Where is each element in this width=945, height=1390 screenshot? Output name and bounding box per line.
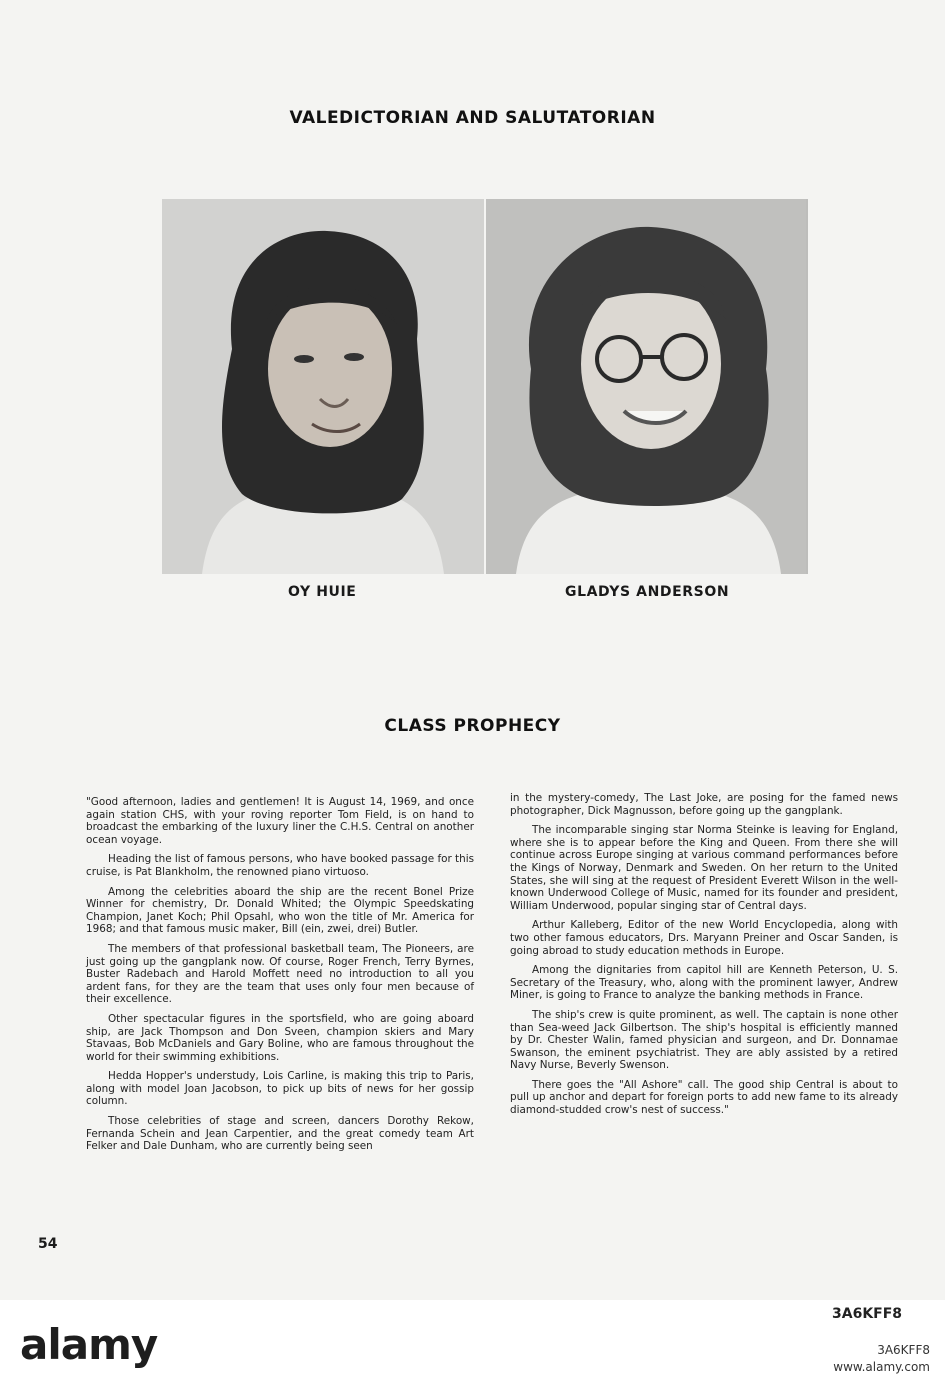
article-paragraph: The members of that professional basketball team, The Pioneers, are just going up the gangplank now. Of course, Roger French, Terry Byrnes, Buster Radebach and Harold Moffett need no introduction to all you ardent fans, for they are the team that uses only four men because of their excellence. (86, 942, 474, 1006)
article-paragraph: Other spectacular figures in the sportsfield, who are going aboard ship, are Jack Thompson and Don Sveen, champion skiers and Mary Stavaas, Bob McDaniels and Gary Boline, who are famous throughout the world for their swimming exhibitions. (86, 1012, 474, 1063)
portrait-photo-left (162, 199, 484, 574)
portrait-photo-right (486, 199, 808, 574)
article-paragraph: in the mystery-comedy, The Last Joke, are posing for the famed news photographer, Dick Magnusson, before going up the gangplank. (510, 792, 898, 817)
alamy-logo: alamy (20, 1320, 158, 1369)
portrait-caption-right: GLADYS ANDERSON (565, 584, 730, 600)
article-paragraph: Heading the list of famous persons, who have booked passage for this cruise, is Pat Blankholm, the renowned piano virtuoso. (86, 853, 475, 878)
article-column-right (510, 792, 898, 1124)
valedictorian-heading: VALEDICTORIAN AND SALUTATORIAN (289, 108, 656, 128)
article-paragraph: Among the celebrities aboard the ship are the recent Bonel Prize Winner for chemistry, Dr. Donald Whited; the Olympic Speedskating Champion, Janet Koch; Phil Opsahl, who won the title of Mr. America for 1968; and that famous music maker, Bill (ein, zwei, drei) Butler. (86, 885, 474, 936)
article-column-left (86, 796, 474, 1160)
portrait-caption-left: OY HUIE (288, 584, 357, 600)
page-number: 54 (38, 1236, 58, 1252)
watermark-meta (735, 1342, 930, 1376)
watermark-url: www.alamy.com (833, 1360, 930, 1374)
article-paragraph: There goes the "All Ashore" call. The good ship Central is about to pull up anchor and depart for foreign ports to add new fame to its already diamond-studded crow's nest of success." (510, 1078, 898, 1117)
image-id-text: 3A6KFF8 (877, 1343, 930, 1357)
article-paragraph: The incomparable singing star Norma Steinke is leaving for England, where she is to appear before the King and Queen. From there she will continue across Europe singing at various command performances before the Kings of Norway, Denmark and Sweden. On her return to the United States, she will sing at the request of President Everett Wilson in the well-known Underwood College of Music, named for its founder and president, William Underwood, popular singing star of Central days. (510, 824, 898, 912)
article-paragraph: "Good afternoon, ladies and gentlemen! It is August 14, 1969, and once again station CHS, with your roving reporter Tom Field, is on hand to broadcast the embarking of the luxury liner the C.H.S. Central on another ocean voyage. (86, 796, 474, 846)
portrait-right-illustration (486, 199, 806, 574)
image-id-label: 3A6KFF8 (832, 1306, 903, 1322)
article-paragraph: Among the dignitaries from capitol hill are Kenneth Peterson, U. S. Secretary of the Treasury, who, along with the prominent lawyer, Andrew Miner, is going to France to analyze the banking methods in France. (510, 964, 898, 1002)
article-paragraph: The ship's crew is quite prominent, as well. The captain is none other than Sea-weed Jack Gilbertson. The ship's hospital is efficiently manned by Dr. Chester Walin, famed physician and surgeon, and Dr. Donnamae Swanson, the eminent psychiatrist. They are ably assisted by a retired Navy Nurse, Beverly Swenson. (510, 1008, 898, 1072)
portrait-left-illustration (162, 199, 484, 574)
article-paragraph: Arthur Kalleberg, Editor of the new World Encyclopedia, along with two other famous educators, Drs. Maryann Preiner and Oscar Sanden, is going abroad to study education methods in Europe. (510, 919, 898, 957)
article-paragraph: Those celebrities of stage and screen, dancers Dorothy Rekow, Fernanda Schein and Jean Carpentier, and the great comedy team Art Felker and Dale Dunham, who are currently being seen (86, 1115, 474, 1153)
article-paragraph: Hedda Hopper's understudy, Lois Carline, is making this trip to Paris, along with model Joan Jacobson, to pick up bits of news for her gossip column. (86, 1070, 474, 1108)
class-prophecy-heading: CLASS PROPHECY (384, 716, 561, 736)
